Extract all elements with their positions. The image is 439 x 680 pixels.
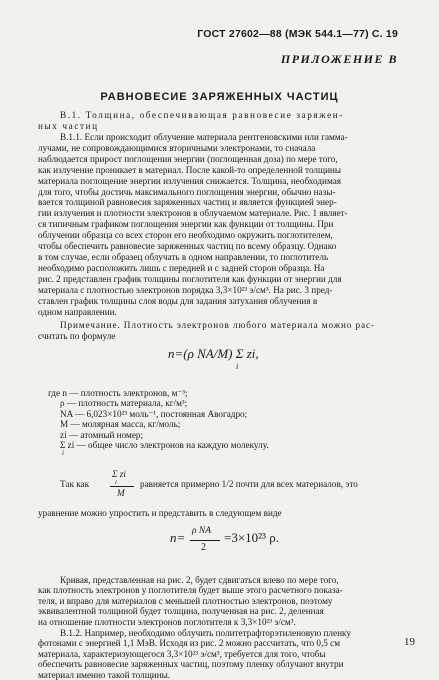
page-number: 19: [404, 636, 415, 648]
paragraph-curve-shift: [38, 575, 402, 627]
definition-line: ρ — плотность материала, кг/м³;: [60, 398, 188, 409]
text-line: облучении образца со всех сторон его необходимо окружить поглотителем,: [38, 230, 333, 241]
paragraph-b1-1: [38, 132, 402, 317]
note-paragraph: [38, 320, 402, 342]
text-line: вается толщиной равновесия заряженных частиц и является функцией энер-: [38, 197, 337, 208]
formula2-rhs: =3×10²³ ρ.: [224, 530, 279, 545]
text-line: В.1.1. Если происходит облучение материала рентгеновскими или гамма-: [60, 132, 348, 142]
paragraph-b1-2: [38, 628, 368, 680]
formula-sum-index: i: [236, 362, 239, 371]
text-line: Примечание. Плотность электронов любого материала можно рас-: [60, 320, 375, 330]
definition-line: где n — плотность электронов, м⁻³;: [48, 388, 188, 398]
appendix-label: ПРИЛОЖЕНИЕ В: [280, 52, 398, 66]
text-line: наблюдается прирост поглощения энергии (поглощенная доза) по мере того,: [38, 153, 338, 164]
text-line: В.1.2. Например, необходимо облучить политетрафторэтиленовую пленку: [60, 628, 351, 638]
text-line: в том случае, если образец облучать в одном направлении, то поглотитель: [38, 251, 329, 262]
text-line: ных частиц: [38, 120, 99, 131]
definition-sum-index: i: [62, 449, 64, 457]
page-header: ГОСТ 27602—88 (МЭК 544.1—77) С. 19: [197, 28, 398, 40]
text-line: материал именно такой толщины.: [38, 669, 171, 680]
text-line: считать по формуле: [38, 330, 116, 341]
text-line: Кривая, представленная на рис. 2, будет сдвигаться влево по мере того,: [60, 575, 339, 585]
text-line: на отношение плотности электронов поглотителя к 3,3×10²³ э/см³.: [38, 616, 296, 627]
since-fraction-numerator: Σ zi: [112, 469, 126, 479]
text-line: гии излучения и плотности электронов в облучаемом материале. Рис. 1 являет-: [38, 208, 348, 219]
formula-electron-density: n=(ρ NA/M) Σ zi,: [168, 346, 259, 361]
section-title: РАВНОВЕСИЕ ЗАРЯЖЕННЫХ ЧАСТИЦ: [100, 91, 339, 103]
text-line: обеспечить равновесие заряженных частиц, поэтому пленку облучают внутри: [38, 659, 344, 670]
text-line: как плотность электронов у поглотителя будет выше этого расчетного показа-: [38, 585, 343, 596]
simplify-line: уравнение можно упростить и представить в следующем виде: [38, 508, 282, 518]
text-line: материала с плотностью электронов порядка 3,3×10²³ э/см³. На рис. 3 пред-: [38, 284, 333, 295]
text-line: В.1. Толщина, обеспечивающая равновесие заряжен-: [60, 110, 344, 120]
text-line: рис. 2 представлен график толщины поглотителя как функции от энергии для: [38, 273, 342, 284]
since-fraction-bar: [110, 486, 134, 487]
text-line: ся типичным графиком поглощения энергии как функции от толщины. При: [38, 219, 334, 230]
definition-line: NA — 6,023×10²³ моль⁻¹, постоянная Авогадро;: [60, 408, 248, 419]
definitions-list: [48, 388, 269, 451]
since-fraction-index: i: [115, 479, 117, 486]
formula2-denominator: 2: [201, 542, 206, 553]
formula2-fraction-bar: [190, 540, 220, 541]
since-fraction-denominator: M: [117, 488, 125, 498]
formula2-numerator: ρ NA: [192, 526, 212, 536]
text-line: ставлен график толщины слоя воды для задания затухания облучения в: [38, 295, 318, 306]
text-line: фотонами с энергией 1,1 МэВ. Исходя из рис. 2 можно рассчитать, что 0,5 см: [38, 638, 341, 649]
definition-line: Σ zi — общее число электронов на каждую молекулу.: [60, 440, 269, 451]
definition-line: M — молярная масса, кг/моль;: [60, 419, 181, 430]
since-text-left: Так как: [60, 479, 90, 489]
since-text-right: равняется примерно 1/2 почти для всех материалов, это: [140, 479, 358, 489]
text-line: для того, чтобы достичь максимального поглощения энергии, обычно назы-: [38, 186, 336, 197]
text-line: материала, характеризующегося 3,3×10²³ э/см³, требуется для того, чтобы: [38, 648, 326, 659]
text-line: эквивалентной толщиной будет толщина, полученная на рис. 2, деленная: [38, 606, 324, 617]
text-line: лучами, не сопровождающимися вторичными электронами, то сначала: [38, 142, 316, 153]
definition-line: zi — атомный номер;: [60, 429, 144, 440]
text-line: чтобы обеспечить равновесие заряженных частиц по всему образцу. Однако: [38, 241, 337, 252]
text-line: одном направлении.: [38, 306, 117, 317]
formula2-lhs: n=: [170, 530, 186, 545]
text-line: теля, и вправо для материалов с меньшей плотностью электронов, поэтому: [38, 595, 333, 606]
text-line: необходимо расположить лишь с передней и с задней сторон образца. На: [38, 262, 325, 273]
text-line: материала поглощение энергии излучения снижается. Толщина, необходимая: [38, 175, 342, 186]
paragraph-b1-heading: [38, 110, 402, 132]
text-line: как излучение проникает в материал. После какой-то определенной толщины: [38, 164, 342, 175]
